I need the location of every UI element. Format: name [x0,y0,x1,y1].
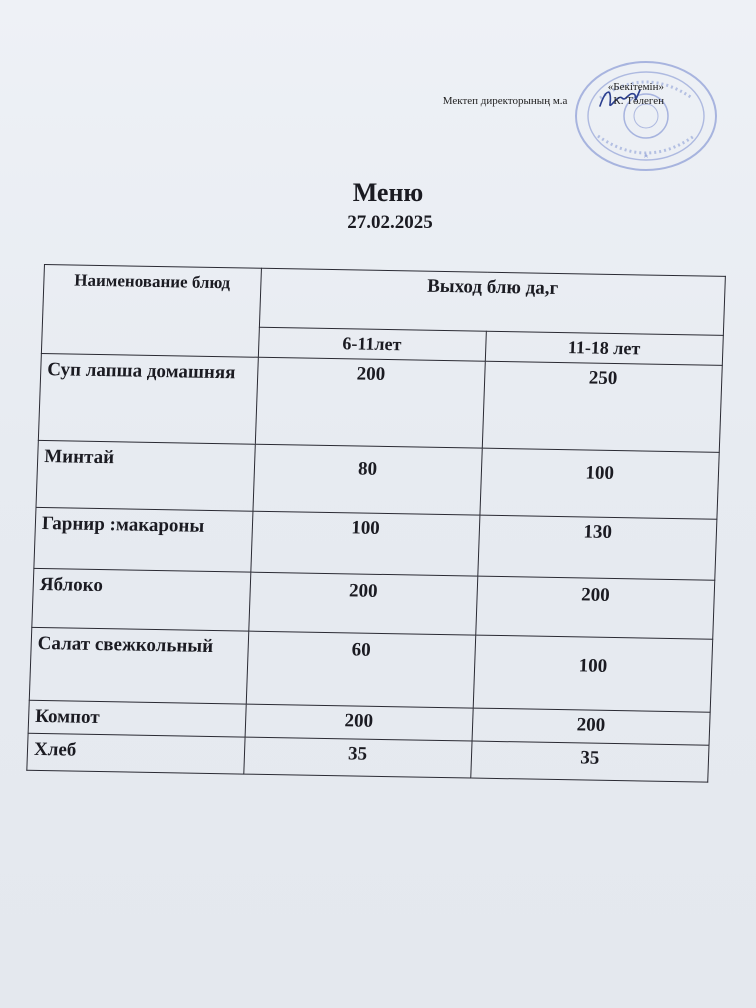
portion-11-18: 130 [477,515,717,580]
approver-position: Мектеп директорының м.а [442,95,568,107]
table-row [36,440,719,519]
dish-name: Суп лапша домашняя [38,353,258,444]
dish-name: Хлеб [27,733,245,774]
portion-6-11: 200 [248,572,477,635]
portion-11-18: 35 [470,741,709,782]
portion-11-18: 200 [475,576,714,639]
dish-name: Салат свежкольный [29,627,248,704]
table-row [29,627,712,712]
approval-label: «Бекітемін» [607,81,664,93]
official-stamp [570,58,720,173]
header-age-11-18: 11-18 лет [485,331,723,365]
approval-block [443,80,664,108]
portion-11-18: 200 [472,708,711,745]
portion-6-11: 35 [243,737,471,778]
portion-6-11: 60 [246,631,476,708]
dish-name: Яблоко [32,568,251,631]
header-output: Выход блю да,г [259,268,725,335]
dish-name: Компот [28,700,246,737]
dish-name: Минтай [36,440,255,511]
portion-6-11: 100 [250,511,479,576]
page-title: Меню [352,178,424,207]
table-header-row [42,265,725,336]
portion-6-11: 200 [255,357,485,448]
header-dish-name: Наименование блюд [41,265,261,358]
portion-6-11: 200 [245,704,473,741]
approver-name: К. Төлеген [613,95,664,107]
table-row [38,353,722,452]
portion-11-18: 250 [482,361,722,452]
dish-name: Гарнир :макароны [34,507,253,572]
portion-6-11: 80 [253,444,482,515]
menu-date: 27.02.2025 [347,212,433,233]
header-age-6-11: 6-11лет [258,327,486,361]
portion-11-18: 100 [480,448,720,519]
portion-11-18: 100 [473,635,713,712]
menu-table [26,264,726,783]
